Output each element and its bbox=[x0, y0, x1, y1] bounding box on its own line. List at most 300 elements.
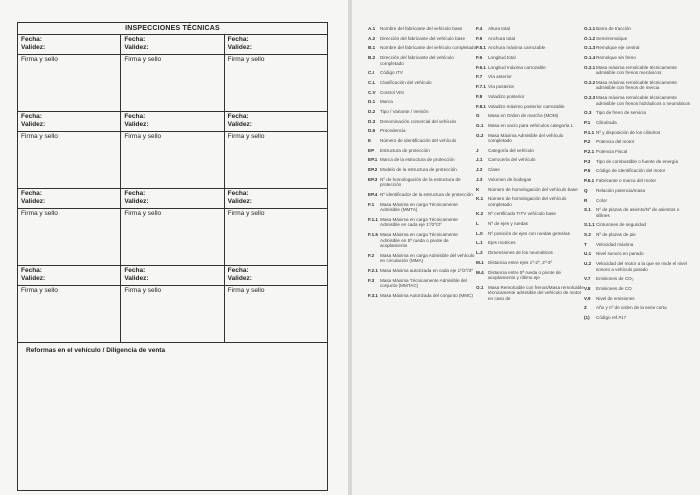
code-description: Nº posición de ejes con ruedas gemelas bbox=[488, 230, 570, 236]
code-description: Emisiones de CO bbox=[596, 286, 632, 291]
code-entry bbox=[368, 45, 476, 51]
code-description: Nº de ejes y ruedas bbox=[488, 221, 528, 227]
code-label: F.4 bbox=[476, 26, 483, 31]
code-label: M.4 bbox=[476, 269, 484, 275]
inspection-header-row bbox=[18, 189, 327, 209]
firma-label: Firma y sello bbox=[21, 287, 58, 294]
code-entry bbox=[584, 45, 692, 51]
code-label: U.1 bbox=[584, 251, 592, 257]
code-label: Q bbox=[584, 187, 588, 193]
code-entry bbox=[476, 55, 584, 61]
code-description: Masa Máxima en carga Admisible del vehículo en circulación (MMA) bbox=[380, 252, 475, 264]
code-entry bbox=[476, 113, 584, 119]
code-description: Nº de homologación de la estructura de protección bbox=[380, 176, 461, 188]
code-label: O.1.2 bbox=[584, 35, 596, 41]
code-label: J.3 bbox=[476, 176, 483, 182]
validez-label: Validez: bbox=[21, 198, 46, 205]
code-label: A.2 bbox=[368, 35, 376, 41]
code-entry bbox=[368, 80, 476, 86]
code-description: Remolque sin freno bbox=[596, 55, 636, 61]
code-description: Ejes motrices bbox=[488, 240, 516, 246]
inspection-date-cell[interactable] bbox=[18, 189, 120, 208]
stamp-cell[interactable] bbox=[120, 55, 223, 111]
code-entry bbox=[368, 202, 476, 213]
code-entry bbox=[368, 232, 476, 249]
code-entry bbox=[584, 261, 692, 272]
code-label: V.7 bbox=[584, 276, 591, 282]
reformas-label: Reformas en el vehículo / Diligencia de venta bbox=[26, 347, 166, 354]
code-label: P.3 bbox=[584, 158, 591, 164]
code-label: L.0 bbox=[476, 230, 483, 236]
code-entry bbox=[368, 109, 476, 115]
code-description: Cilindrada bbox=[596, 120, 617, 125]
validez-label: Validez: bbox=[227, 121, 252, 128]
code-description: Masa máxima remolcable técnicamente admisible con frenos hidráulicos o neumáticos bbox=[596, 95, 690, 106]
code-label: F.6 bbox=[476, 55, 483, 61]
code-label: E bbox=[368, 138, 372, 144]
inspections-title: INSPECCIONES TÉCNICAS bbox=[18, 23, 327, 35]
code-label: D.3 bbox=[368, 118, 376, 124]
code-entry bbox=[476, 196, 584, 207]
code-entry bbox=[368, 36, 476, 42]
code-description: Fabricante o marca del motor bbox=[596, 178, 656, 184]
validez-label: Validez: bbox=[124, 198, 149, 205]
code-label: Z bbox=[584, 305, 587, 311]
code-entry bbox=[476, 285, 584, 302]
stamp-cell[interactable] bbox=[120, 286, 223, 342]
code-description: Altura total bbox=[488, 26, 510, 31]
code-entry bbox=[584, 198, 692, 204]
code-description: Potencia Fiscal bbox=[596, 149, 628, 155]
code-label: D.1 bbox=[368, 99, 376, 105]
code-description: Nº identificador de la estructura de protección bbox=[380, 192, 473, 197]
code-description: Remolque eje central bbox=[596, 45, 640, 51]
code-label: J.1 bbox=[476, 157, 483, 163]
code-entry bbox=[584, 36, 692, 42]
code-entry bbox=[476, 26, 584, 32]
codes-column-3 bbox=[584, 26, 692, 325]
codes-column-1 bbox=[368, 26, 476, 303]
inspection-date-cell[interactable] bbox=[224, 189, 327, 208]
left-page bbox=[0, 0, 348, 495]
fecha-label: Fecha: bbox=[21, 267, 42, 274]
code-entry bbox=[476, 84, 584, 90]
code-description: Control VIN bbox=[380, 89, 404, 95]
code-entry bbox=[476, 157, 584, 163]
code-label: EP.3 bbox=[368, 176, 378, 182]
fecha-label: Fecha: bbox=[227, 36, 249, 43]
code-entry bbox=[584, 178, 692, 184]
firma-label: Firma y sello bbox=[21, 210, 58, 217]
fecha-label: Fecha: bbox=[227, 267, 249, 274]
code-label: C.V bbox=[368, 89, 376, 95]
code-entry bbox=[368, 177, 476, 188]
code-label: F.1.1 bbox=[368, 216, 378, 222]
code-label: EP bbox=[368, 147, 375, 153]
code-description: Tipo de combustible o fuente de energía bbox=[596, 158, 679, 164]
code-label: K bbox=[476, 186, 480, 192]
inspection-date-cell[interactable] bbox=[18, 35, 120, 54]
code-label: R bbox=[584, 197, 588, 203]
code-entry bbox=[584, 130, 692, 136]
code-label: S.1 bbox=[584, 207, 591, 213]
code-description: Masa en Orden de marcha (MOM) bbox=[488, 113, 559, 119]
code-entry bbox=[476, 74, 584, 80]
inspection-header-row bbox=[18, 35, 327, 55]
code-label: T bbox=[584, 241, 587, 247]
code-entry bbox=[476, 123, 584, 129]
code-description: Año y nº de orden de la serie corta bbox=[596, 305, 667, 311]
code-description: Dimensiones de los neumáticos bbox=[488, 250, 553, 256]
stamp-cell[interactable] bbox=[224, 132, 327, 188]
code-description: Anchura máxima carrozable bbox=[488, 45, 546, 51]
code-description: Semirremolque bbox=[596, 35, 628, 41]
code-description: Carrocería del vehículo bbox=[488, 157, 536, 163]
code-description: Masa Remolcable con frenos/Masa remolcable técnicamente admisible del vehículo de motor en caso de bbox=[488, 284, 584, 301]
code-description: Longitud total bbox=[488, 55, 516, 61]
code-description: Número de identificación del vehículo bbox=[380, 138, 457, 144]
code-entry bbox=[368, 268, 476, 274]
code-entry bbox=[368, 90, 476, 96]
firma-label: Firma y sello bbox=[124, 210, 162, 217]
code-description: Masa Máxima Admisible del vehículo completado bbox=[488, 132, 564, 144]
inspection-date-cell[interactable] bbox=[120, 35, 223, 54]
code-entry bbox=[368, 293, 476, 299]
code-label: G.1 bbox=[476, 122, 484, 128]
code-label: V.8 bbox=[584, 286, 591, 291]
code-label: O.2.2 bbox=[584, 79, 596, 85]
code-description: Nº de plazas de pie bbox=[596, 232, 636, 238]
code-label: G bbox=[476, 113, 480, 119]
firma-label: Firma y sello bbox=[124, 56, 162, 63]
code-description: Masa máxima remolcable técnicamente admisible con frenos de inercia bbox=[596, 79, 677, 91]
validez-label: Validez: bbox=[124, 121, 149, 128]
code-entry bbox=[476, 148, 584, 154]
code-entry bbox=[584, 120, 692, 126]
code-label: F.2 bbox=[368, 252, 375, 258]
code-description: Masa en vacío para vehículos categoría L bbox=[488, 122, 574, 128]
fecha-label: Fecha: bbox=[227, 113, 249, 120]
fecha-label: Fecha: bbox=[227, 190, 249, 197]
code-description: Anchura total bbox=[488, 35, 516, 41]
code-label: O.1 bbox=[476, 284, 484, 290]
code-entry bbox=[476, 133, 584, 144]
code-entry bbox=[476, 240, 584, 246]
code-entry bbox=[368, 99, 476, 105]
code-label: P.2 bbox=[584, 139, 591, 145]
inspection-date-cell[interactable] bbox=[224, 112, 327, 131]
code-label: K.1 bbox=[476, 196, 484, 202]
code-entry bbox=[368, 70, 476, 76]
code-entry bbox=[584, 251, 692, 257]
code-label: F.3 bbox=[368, 277, 375, 283]
code-label: S.1.1 bbox=[584, 222, 595, 228]
inspection-date-cell[interactable] bbox=[224, 266, 327, 285]
code-description: Velocidad máxima bbox=[596, 241, 634, 247]
code-entry bbox=[584, 188, 692, 194]
code-entry bbox=[368, 192, 476, 198]
code-description: Potencia del motor bbox=[596, 139, 635, 145]
code-description: Código de identificación del motor bbox=[596, 168, 666, 174]
code-entry bbox=[584, 276, 692, 282]
code-description: Dirección del fabricante del vehículo base bbox=[380, 35, 466, 41]
code-description: Código ITV bbox=[380, 70, 403, 76]
right-page bbox=[352, 0, 700, 495]
code-label: EP.4 bbox=[368, 192, 378, 197]
code-description: Distancia entre ejes 1º-2º, 2º-3º bbox=[488, 259, 553, 265]
code-label: L.2 bbox=[476, 250, 483, 256]
code-entry bbox=[584, 232, 692, 238]
code-description: Cinturones de seguridad bbox=[596, 222, 647, 228]
validez-label: Validez: bbox=[124, 44, 149, 51]
code-description: Categoría del vehículo bbox=[488, 147, 534, 153]
stamp-cell[interactable] bbox=[224, 55, 327, 111]
code-label: O.3 bbox=[584, 110, 592, 116]
code-entry bbox=[368, 253, 476, 264]
validez-label: Validez: bbox=[227, 275, 252, 282]
inspection-stamp-row bbox=[18, 286, 327, 343]
fecha-label: Fecha: bbox=[124, 190, 146, 197]
code-entry bbox=[476, 211, 584, 217]
code-label: EP.1 bbox=[368, 157, 378, 163]
code-entry bbox=[368, 167, 476, 173]
code-entry bbox=[476, 187, 584, 193]
fecha-label: Fecha: bbox=[124, 267, 146, 274]
code-description: Velocidad del motor a la que se mide el nivel sonoro a vehículo parado bbox=[596, 261, 687, 272]
code-entry bbox=[584, 159, 692, 165]
code-description: Tipo de freno de servicio bbox=[596, 110, 647, 116]
inspection-date-cell[interactable] bbox=[18, 112, 120, 131]
validez-label: Validez: bbox=[227, 198, 252, 205]
code-description: Nombre del fabricante del vehículo completado bbox=[380, 45, 477, 51]
code-label: F.8.1 bbox=[476, 103, 486, 109]
code-entry bbox=[584, 26, 692, 32]
inspection-date-cell[interactable] bbox=[120, 266, 223, 285]
code-description: Código ref.#17 bbox=[596, 315, 627, 321]
validez-label: Validez: bbox=[124, 275, 149, 282]
code-label: V.9 bbox=[584, 295, 591, 301]
code-description: Nombre del fabricante del vehículo base bbox=[380, 26, 463, 31]
code-description: Denominación comercial del vehículo bbox=[380, 118, 457, 124]
code-entry bbox=[368, 138, 476, 144]
inspection-stamp-row bbox=[18, 55, 327, 112]
code-label: F.7 bbox=[476, 74, 483, 80]
firma-label: Firma y sello bbox=[21, 56, 58, 63]
code-entry bbox=[584, 305, 692, 311]
code-label: M.1 bbox=[476, 259, 484, 265]
code-entry bbox=[368, 278, 476, 289]
code-entry bbox=[584, 286, 692, 292]
code-label: (1) bbox=[584, 315, 590, 321]
code-label: EP.2 bbox=[368, 167, 378, 173]
code-label: F.6.1 bbox=[476, 64, 486, 70]
validez-label: Validez: bbox=[21, 121, 46, 128]
code-description: Nº y disposición de los cilindros bbox=[596, 129, 661, 135]
code-entry bbox=[584, 65, 692, 76]
code-description: Masa Máxima Técnicamente Admisible del conjunto (MMTAC) bbox=[380, 277, 467, 289]
firma-label: Firma y sello bbox=[21, 133, 58, 140]
code-entry bbox=[584, 149, 692, 155]
code-label: F.1 bbox=[368, 201, 375, 207]
code-entry bbox=[584, 110, 692, 116]
code-label: L bbox=[476, 221, 479, 227]
code-entry bbox=[368, 128, 476, 134]
code-label: O.1.4 bbox=[584, 55, 596, 61]
code-description: Clasificación del vehículo bbox=[380, 79, 432, 85]
code-label: P.5 bbox=[584, 168, 591, 174]
inspection-date-cell[interactable] bbox=[120, 112, 223, 131]
code-label: O.1.1 bbox=[584, 26, 596, 31]
code-description: Vía posterior bbox=[488, 84, 515, 90]
code-description: Voladizo posterior bbox=[488, 93, 525, 99]
code-label: B.1 bbox=[368, 45, 376, 51]
code-entry bbox=[476, 104, 584, 110]
code-entry bbox=[368, 157, 476, 163]
code-description: Longitud máxima carrozable bbox=[488, 64, 546, 70]
code-description: Emisiones de CO₂ bbox=[596, 276, 634, 282]
code-description: Color bbox=[596, 197, 607, 203]
code-description: Voladizo máximo posterior carrozable bbox=[488, 103, 565, 109]
code-entry bbox=[368, 119, 476, 125]
code-description: Masa Máxima en carga Técnicamente Admisible en 5ª rueda o pivote de acoplamiento bbox=[380, 232, 458, 249]
inspection-date-cell[interactable] bbox=[18, 266, 120, 285]
inspections-grid bbox=[17, 22, 328, 491]
code-entry bbox=[368, 26, 476, 32]
code-entry bbox=[584, 296, 692, 302]
code-description: Nº certificado TITV vehículo base bbox=[488, 211, 556, 217]
codes-column-2 bbox=[476, 26, 584, 305]
fecha-label: Fecha: bbox=[21, 36, 42, 43]
code-label: J bbox=[476, 147, 479, 153]
code-label: O.1.3 bbox=[584, 45, 596, 51]
code-description: Masa máxima remolcable técnicamente admisible con frenos mecánicos bbox=[596, 64, 677, 76]
fecha-label: Fecha: bbox=[124, 113, 146, 120]
code-label: P.2.1 bbox=[584, 149, 595, 155]
code-entry bbox=[476, 250, 584, 256]
validez-label: Validez: bbox=[227, 44, 252, 51]
inspection-header-row bbox=[18, 266, 327, 286]
code-description: Tipo / Variante / Versión bbox=[380, 109, 429, 114]
stamp-cell[interactable] bbox=[18, 132, 120, 188]
code-label: U.2 bbox=[584, 261, 592, 267]
code-label: F.5.1 bbox=[476, 45, 486, 51]
code-entry bbox=[476, 65, 584, 71]
code-label: G.2 bbox=[476, 132, 484, 138]
code-label: F.5 bbox=[476, 35, 483, 41]
code-label: S.2 bbox=[584, 232, 591, 238]
stamp-cell[interactable] bbox=[224, 209, 327, 265]
code-label: P.5.1 bbox=[584, 178, 595, 184]
code-description: Nivel de emisiones bbox=[596, 295, 635, 301]
code-label: B.2 bbox=[368, 55, 376, 61]
code-entry bbox=[368, 55, 476, 66]
code-label: O.2.3 bbox=[584, 95, 596, 101]
code-entry bbox=[476, 221, 584, 227]
reformas-section bbox=[18, 343, 327, 490]
code-description: Masa Máxima en carga Técnicamente Admisible (MMTA) bbox=[380, 201, 458, 213]
code-entry bbox=[584, 95, 692, 106]
code-entry bbox=[476, 270, 584, 281]
inspection-date-cell[interactable] bbox=[120, 189, 223, 208]
code-description: Modelo de la estructura de protección bbox=[380, 167, 457, 173]
code-entry bbox=[584, 80, 692, 91]
code-entry bbox=[584, 242, 692, 248]
stamp-cell[interactable] bbox=[120, 209, 223, 265]
code-entry bbox=[476, 177, 584, 183]
code-description: Distancia entre 5ª rueda o pivote de acoplamiento y último eje bbox=[488, 269, 561, 280]
inspection-header-row bbox=[18, 112, 327, 132]
code-description: Estructura de protección bbox=[380, 147, 430, 153]
code-label: A.1 bbox=[368, 26, 376, 31]
code-description: Marca bbox=[380, 99, 393, 105]
code-description: Dirección del fabricante del vehículo completado bbox=[380, 55, 454, 66]
code-description: Masa Máxima Autorizada del conjunto (MMC) bbox=[380, 292, 473, 298]
code-label: C.L bbox=[368, 79, 376, 85]
validez-label: Validez: bbox=[21, 44, 46, 51]
code-entry bbox=[476, 167, 584, 173]
code-label: D.2 bbox=[368, 109, 376, 114]
stamp-cell[interactable] bbox=[120, 132, 223, 188]
inspection-stamp-row bbox=[18, 209, 327, 266]
code-entry bbox=[476, 36, 584, 42]
fecha-label: Fecha: bbox=[21, 113, 42, 120]
code-description: Masa Máxima en carga Técnicamente Admisible en cada eje 1º/2º/3º bbox=[380, 216, 458, 228]
inspection-date-cell[interactable] bbox=[224, 35, 327, 54]
code-description: Clase bbox=[488, 167, 500, 173]
stamp-cell[interactable] bbox=[18, 286, 120, 342]
stamp-cell[interactable] bbox=[18, 209, 120, 265]
code-description: Barra de tracción bbox=[596, 26, 631, 31]
code-label: J.2 bbox=[476, 167, 483, 173]
code-entry bbox=[584, 315, 692, 321]
firma-label: Firma y sello bbox=[124, 287, 162, 294]
code-label: F.7.1 bbox=[476, 84, 486, 90]
firma-label: Firma y sello bbox=[227, 56, 265, 63]
firma-label: Firma y sello bbox=[227, 210, 265, 217]
code-entry bbox=[476, 45, 584, 51]
code-description: Número de homologación del vehículo base bbox=[488, 186, 578, 192]
code-entry bbox=[368, 148, 476, 154]
code-label: D.6 bbox=[368, 128, 376, 134]
code-description: Nº de plazas de asiento/Nº de asientos o sillines bbox=[596, 207, 680, 218]
code-entry bbox=[584, 139, 692, 145]
code-entry bbox=[584, 207, 692, 218]
code-entry bbox=[368, 217, 476, 228]
firma-label: Firma y sello bbox=[227, 287, 265, 294]
stamp-cell[interactable] bbox=[18, 55, 120, 111]
code-label: P.1.1 bbox=[584, 129, 595, 135]
code-entry bbox=[476, 94, 584, 100]
fecha-label: Fecha: bbox=[21, 190, 42, 197]
firma-label: Firma y sello bbox=[124, 133, 162, 140]
code-label: F.1.5 bbox=[368, 232, 378, 238]
code-label: K.2 bbox=[476, 211, 484, 217]
code-label: P.1 bbox=[584, 120, 591, 125]
firma-label: Firma y sello bbox=[227, 133, 265, 140]
code-description: Procedencia bbox=[380, 128, 406, 134]
code-description: Relación potencia/masa bbox=[596, 187, 646, 193]
code-label: F.3.1 bbox=[368, 292, 378, 298]
fecha-label: Fecha: bbox=[124, 36, 146, 43]
code-label: C.I bbox=[368, 70, 374, 76]
code-entry bbox=[476, 260, 584, 266]
code-description: Masa Máxima autorizada en cada eje 1º/2º/3º bbox=[380, 267, 473, 273]
validez-label: Validez: bbox=[21, 275, 46, 282]
code-entry bbox=[476, 231, 584, 237]
code-label: O.2.1 bbox=[584, 64, 596, 70]
code-description: Volumen de bodegas bbox=[488, 176, 532, 182]
stamp-cell[interactable] bbox=[224, 286, 327, 342]
